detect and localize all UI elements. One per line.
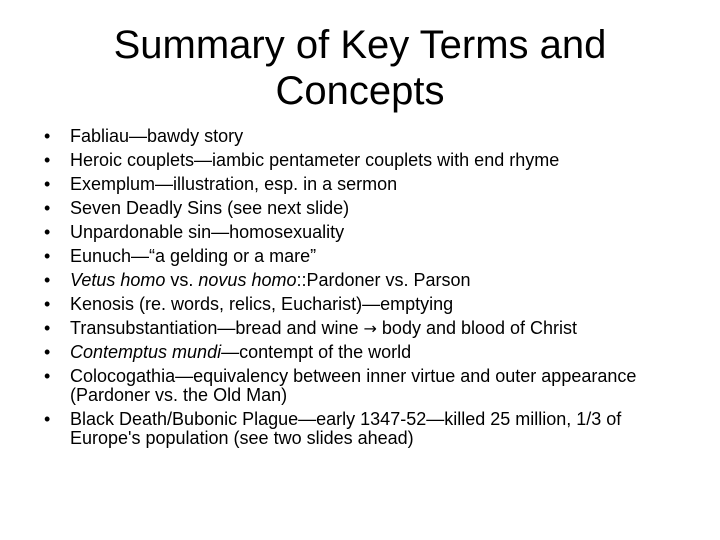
arrow-right-icon: →	[363, 319, 377, 338]
list-item-eunuch	[44, 247, 674, 266]
item-text: Heroic couplets—iambic pentameter couplets with end rhyme	[70, 150, 560, 170]
item-text: Black Death/Bubonic Plague—early 1347-52—killed 25 million, 1/3 of Europe's population (see two slides ahead)	[70, 409, 622, 448]
italic-term-novus-homo: novus homo	[198, 270, 297, 290]
bullet-icon: •	[44, 150, 51, 170]
slide-title	[60, 22, 660, 114]
list-item-colocogathia	[44, 367, 674, 405]
bullet-icon: •	[44, 318, 51, 338]
title-line-1: Summary of Key Terms and	[113, 23, 607, 67]
bullet-icon: •	[44, 342, 51, 362]
bullet-icon: •	[44, 270, 51, 290]
item-text: Unpardonable sin—homosexuality	[70, 222, 345, 242]
list-item-vetus-homo	[44, 271, 674, 290]
italic-term-vetus-homo: Vetus homo	[70, 270, 166, 290]
item-text-after: body and blood of Christ	[376, 318, 578, 338]
list-item-unpardonable-sin	[44, 223, 674, 242]
bullet-icon: •	[44, 198, 51, 218]
list-item-kenosis	[44, 295, 674, 314]
bullet-icon: •	[44, 174, 51, 194]
list-item-transubstantiation	[44, 319, 674, 338]
bullet-icon: •	[44, 366, 51, 386]
item-text-before: Transubstantiation—bread and wine	[70, 318, 364, 338]
item-text: Fabliau—bawdy story	[70, 126, 244, 146]
list-item-heroic-couplets	[44, 151, 674, 170]
list-item-fabliau	[44, 127, 674, 146]
bullet-icon: •	[44, 246, 51, 266]
list-item-black-death	[44, 410, 674, 448]
bullet-icon: •	[44, 126, 51, 146]
item-text: Seven Deadly Sins (see next slide)	[70, 198, 350, 218]
bullet-icon: •	[44, 294, 51, 314]
item-text-rest: —contempt of the world	[221, 342, 412, 362]
item-text-rest: ::Pardoner vs. Parson	[296, 270, 471, 290]
italic-term-contemptus-mundi: Contemptus mundi	[70, 342, 222, 362]
list-item-contemptus-mundi	[44, 343, 674, 362]
item-text: Eunuch—“a gelding or a mare”	[70, 246, 317, 266]
item-text: Kenosis (re. words, relics, Eucharist)—emptying	[70, 294, 454, 314]
bullet-icon: •	[44, 222, 51, 242]
item-text: Exemplum—illustration, esp. in a sermon	[70, 174, 398, 194]
title-line-2: Concepts	[275, 69, 445, 113]
bullet-list	[44, 127, 674, 453]
bullet-icon: •	[44, 409, 51, 429]
list-item-deadly-sins	[44, 199, 674, 218]
item-text-vs: vs.	[165, 270, 199, 290]
item-text: Colocogathia—equivalency between inner virtue and outer appearance (Pardoner vs. the Old Man)	[70, 366, 637, 405]
list-item-exemplum	[44, 175, 674, 194]
